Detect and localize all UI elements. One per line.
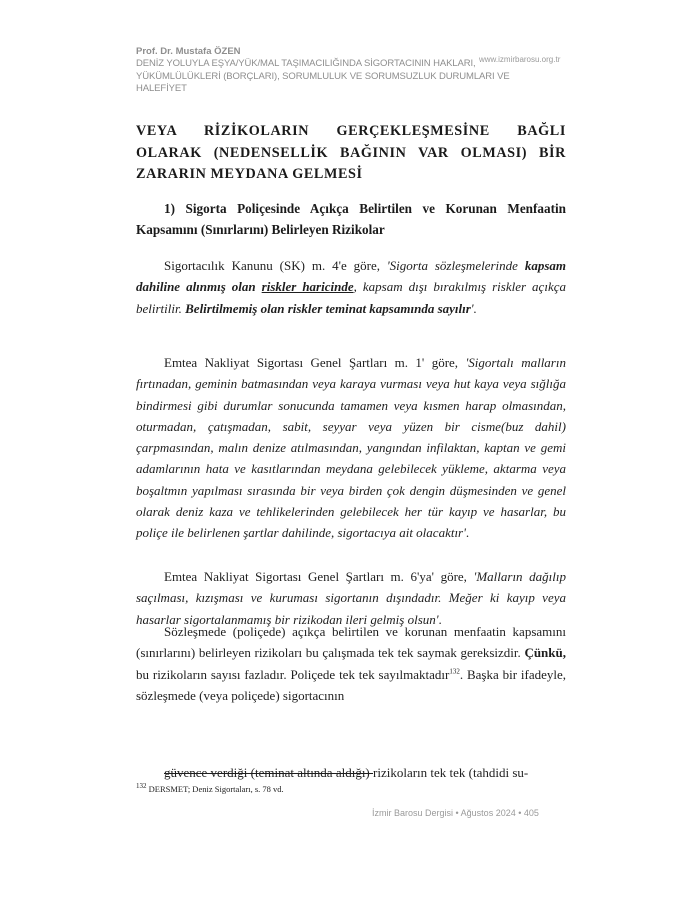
footnote-text: DERSMET; Deniz Sigortaları, s. 78 vd. [146, 784, 284, 794]
p1-text-e: , kapsam dışı bırakılmış riskler açıkça belirtilir. [136, 279, 566, 316]
header-url[interactable]: www.izmirbarosu.org.tr [479, 55, 561, 64]
section-title: VEYA RİZİKOLARIN GERÇEKLEŞMESİNE BAĞLI OLARAK (NEDENSELLİK BAĞININ VAR OLMASI) BİR ZARARIN MEYDANA GELMESİ [136, 123, 566, 182]
header-author: Prof. Dr. Mustafa ÖZEN [136, 46, 241, 57]
p1-text-g: '. [470, 300, 477, 316]
footnote-number: 132 [136, 782, 147, 791]
footnote-132 [136, 784, 566, 794]
p1-text-f: Belirtilmemiş olan riskler teminat kapsamında sayılır [185, 300, 471, 316]
p2-text-c: . [465, 525, 470, 541]
paragraph-1 [136, 255, 566, 319]
paragraph-5 [136, 762, 566, 783]
running-footer: İzmir Barosu Dergisi • Ağustos 2024 • 405 [372, 808, 539, 818]
p3-text-c: . [438, 611, 442, 627]
p1-text-a: Sigortacılık Kanunu (SK) m. 4'e göre, [164, 258, 387, 273]
p1-text-c: kapsam dahiline alınmış olan [136, 258, 566, 295]
paragraph-4 [136, 621, 566, 706]
p2-text-b: 'Sigortalı malların fırtınadan, geminin batmasından veya karaya vurması veya hut kaya veya sığlığa bindirmesi gibi durumlar sonucunda tamamen veya kısmen harap olmasından, oturmadan, çatışmadan, sabit, seyyar veya yüzen bir cisme(buz dahil) çarpmasından, malın denize atılmasından, yangından infilaktan, kaptan ve gemi adamlarının hata ve kasıtlarından meydana gelebilecek yükleme, aktarma veya boşaltmın yapılması sırasında bir veya birden çok dengin düşmesinden ve genel olarak deniz kaza ve tehlikelerinden gelebilecek her tür kayıp ve hasarlar, bu poliçe ile belirlenen şartlar dahilinde, sigortacıya ait olacaktır' [136, 355, 566, 541]
subsection-title: 1) Sigorta Poliçesinde Açıkça Belirtilen ve Korunan Menfaatin Kapsamını (Sınırlarını) Belirleyen Rizikolar [136, 201, 566, 237]
p5-text-b: rizikoların tek tek (tahdidi su- [373, 765, 529, 780]
p4-text-c: bu rizikoların sayısı fazladır. Poliçede tek tek sayılmaktadır [136, 666, 450, 682]
p1-text-d: riskler haricinde [261, 279, 354, 295]
footnote-ref-132[interactable]: 132 [449, 667, 460, 676]
running-header [136, 46, 576, 96]
p2-text-a: Emtea Nakliyat Sigortası Genel Şartları m. 1' göre, [164, 355, 466, 370]
p4-text-d: . Başka bir ifadeyle, sözleşmede (veya poliçede) sigortacının [136, 666, 566, 703]
header-subtitle: DENİZ YOLUYLA EŞYA/YÜK/MAL TAŞIMACILIĞINDA SİGORTACININ HAKLARI, YÜKÜMLÜLÜKLERİ (BORÇLARI), SORUMLULUK VE SORUMSUZLUK DURUMLARI VE HALEFİYET [136, 58, 510, 94]
p3-text-b: 'Malların dağılıp saçılması, kızışması ve kuruması sigortanın dışındadır. Meğer ki kayıp veya hasarlar sigortalanmamış bir rizikodan ileri gelmiş olsun' [136, 569, 566, 627]
p1-text-b: 'Sigorta sözleşmelerinde [386, 258, 525, 273]
p4-text-b: Çünkü, [524, 645, 566, 661]
paragraph-2 [136, 352, 566, 544]
p4-text-a: Sözleşmede (poliçede) açıkça belirtilen ve korunan menfaatin kapsamını (sınırlarını) belirleyen rizikoları bu çalışmada tek tek saymak gereksizdir. [136, 624, 566, 661]
p3-text-a: Emtea Nakliyat Sigortası Genel Şartları m. 6'ya' göre, [164, 569, 474, 584]
p5-text-a: güvence verdiği (teminat altında aldığı) [164, 765, 374, 780]
